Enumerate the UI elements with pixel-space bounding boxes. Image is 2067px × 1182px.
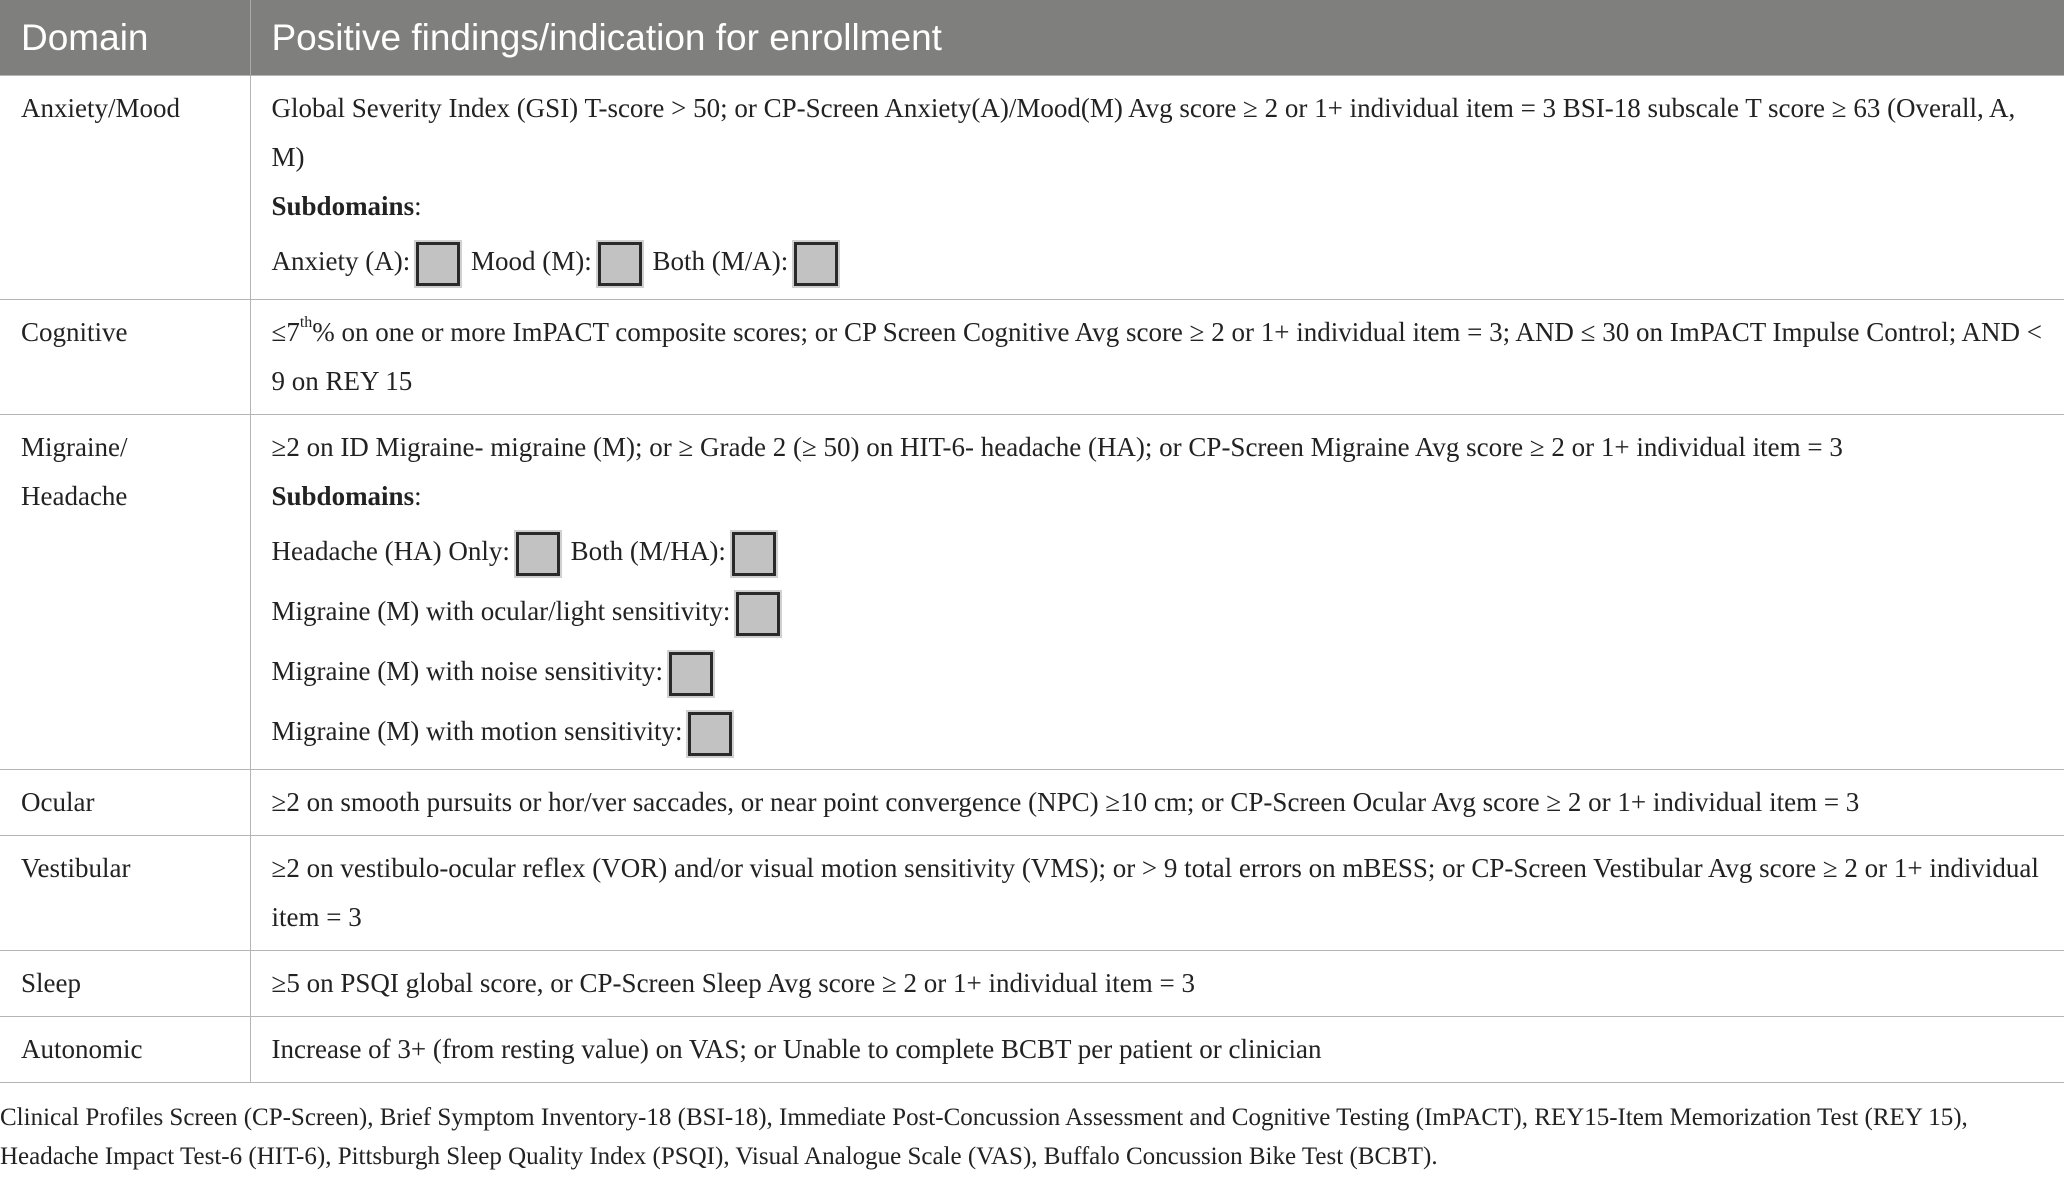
table-row-sleep bbox=[0, 951, 2064, 1017]
table-header-row bbox=[0, 0, 2064, 76]
subdomains-heading-migraine: Subdomains: bbox=[271, 481, 422, 511]
findings-cell-vestibular: ≥2 on vestibulo-ocular reflex (VOR) and/or visual motion sensitivity (VMS); or > 9 total errors on mBESS; or CP-Screen Vestibular Avg score ≥ 2 or 1+ individual item = 3 bbox=[250, 836, 2064, 951]
findings-text-cognitive-pre: ≤7 bbox=[271, 317, 300, 347]
anxiety-label: Anxiety (A): bbox=[271, 246, 411, 276]
migraine-motion-option bbox=[272, 701, 2045, 761]
anxiety-checkbox[interactable] bbox=[416, 242, 460, 286]
findings-cell-cognitive bbox=[250, 300, 2064, 415]
table-row-anxiety-mood bbox=[0, 76, 2064, 300]
headache-only-checkbox[interactable] bbox=[516, 532, 560, 576]
migraine-noise-label: Migraine (M) with noise sensitivity: bbox=[271, 656, 663, 686]
both-ma-label: Both (M/A): bbox=[652, 246, 789, 276]
table-row-ocular bbox=[0, 770, 2064, 836]
anxiety-subdomain-checkboxes bbox=[272, 231, 2045, 291]
findings-text-anxiety-mood: Global Severity Index (GSI) T-score > 50; or CP-Screen Anxiety(A)/Mood(M) Avg score ≥ 2 or 1+ individual item = 3 BSI-18 subscale T score ≥ 63 (Overall, A, M) bbox=[271, 93, 2016, 172]
domain-cell-migraine-headache bbox=[0, 415, 250, 770]
header-findings: Positive findings/indication for enrollment bbox=[250, 0, 2064, 76]
domain-cell-sleep: Sleep bbox=[0, 951, 250, 1017]
domain-cell-anxiety-mood: Anxiety/Mood bbox=[0, 76, 250, 300]
domain-cell-cognitive: Cognitive bbox=[0, 300, 250, 415]
table-row-migraine-headache bbox=[0, 415, 2064, 770]
subdomains-label: Subdomains bbox=[271, 191, 415, 221]
migraine-motion-label: Migraine (M) with motion sensitivity: bbox=[271, 716, 683, 746]
migraine-ocular-checkbox[interactable] bbox=[736, 592, 780, 636]
headache-only-label: Headache (HA) Only: bbox=[271, 536, 510, 566]
table-row-autonomic bbox=[0, 1017, 2064, 1083]
migraine-ocular-option bbox=[272, 581, 2045, 641]
domain-cell-vestibular: Vestibular bbox=[0, 836, 250, 951]
table-footnote: Clinical Profiles Screen (CP-Screen), Brief Symptom Inventory-18 (BSI-18), Immediate Post-Concussion Assessment and Cognitive Testing (ImPACT), REY15-Item Memorization Test (REY 15), Headache Impact Test-6 (HIT-6), Pittsburgh Sleep Quality Index (PSQI), Visual Analogue Scale (VAS), Buffalo Concussion Bike Test (BCBT). bbox=[0, 1104, 1968, 1170]
findings-cell-migraine-headache bbox=[250, 415, 2064, 770]
both-ma-checkbox[interactable] bbox=[794, 242, 838, 286]
findings-text-cognitive-post: % on one or more ImPACT composite scores; or CP Screen Cognitive Avg score ≥ 2 or 1+ individual item = 3; AND ≤ 30 on ImPACT Impulse Control; AND < 9 on REY 15 bbox=[271, 317, 2042, 396]
mood-checkbox[interactable] bbox=[598, 242, 642, 286]
headache-subdomain-checkboxes bbox=[272, 521, 2045, 581]
findings-cell-ocular: ≥2 on smooth pursuits or hor/ver saccades, or near point convergence (NPC) ≥10 cm; or CP-Screen Ocular Avg score ≥ 2 or 1+ individual item = 3 bbox=[250, 770, 2064, 836]
migraine-noise-option bbox=[272, 641, 2045, 701]
domain-cell-ocular: Ocular bbox=[0, 770, 250, 836]
both-mha-checkbox[interactable] bbox=[732, 532, 776, 576]
header-domain: Domain bbox=[0, 0, 250, 76]
domain-cell-autonomic: Autonomic bbox=[0, 1017, 250, 1083]
migraine-noise-checkbox[interactable] bbox=[669, 652, 713, 696]
migraine-ocular-label: Migraine (M) with ocular/light sensitivity: bbox=[271, 596, 731, 626]
domain-migraine-line1: Migraine/ bbox=[21, 432, 128, 462]
findings-cell-anxiety-mood bbox=[250, 76, 2064, 300]
findings-cell-sleep: ≥5 on PSQI global score, or CP-Screen Sleep Avg score ≥ 2 or 1+ individual item = 3 bbox=[250, 951, 2064, 1017]
table-row-cognitive bbox=[0, 300, 2064, 415]
domain-migraine-line2: Headache bbox=[21, 481, 128, 511]
findings-text-migraine: ≥2 on ID Migraine- migraine (M); or ≥ Grade 2 (≥ 50) on HIT-6- headache (HA); or CP-Screen Migraine Avg score ≥ 2 or 1+ individual item = 3 bbox=[271, 432, 1843, 462]
findings-cell-autonomic: Increase of 3+ (from resting value) on VAS; or Unable to complete BCBT per patient or clinician bbox=[250, 1017, 2064, 1083]
table-row-vestibular bbox=[0, 836, 2064, 951]
mood-label: Mood (M): bbox=[470, 246, 592, 276]
both-mha-label: Both (M/HA): bbox=[570, 536, 726, 566]
subdomains-heading-anxiety: Subdomains: bbox=[271, 191, 422, 221]
subdomains-label: Subdomains bbox=[271, 481, 415, 511]
superscript-th: th bbox=[299, 314, 313, 331]
migraine-motion-checkbox[interactable] bbox=[688, 712, 732, 756]
